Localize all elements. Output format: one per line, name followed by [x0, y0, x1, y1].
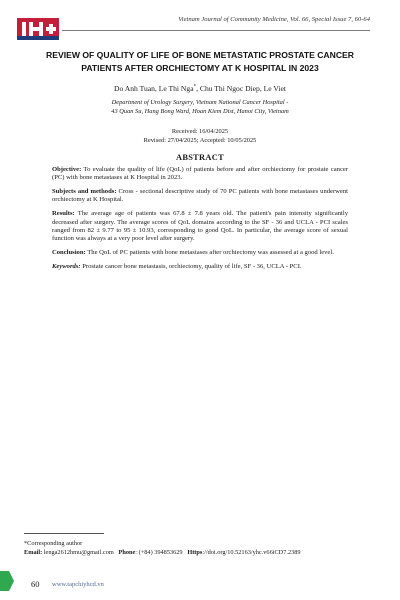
phone-number: : (+84) 394853629 — [135, 548, 183, 556]
contact-line — [24, 549, 301, 558]
header-rule — [62, 30, 370, 31]
page-corner-mark — [0, 571, 14, 591]
article-dates — [30, 128, 370, 145]
abstract-results — [52, 210, 348, 243]
article-title: REVIEW OF QUALITY OF LIFE OF BONE METASTATIC PROSTATE CANCER PATIENTS AFTER ORCHIECTOMY AT K HOSPITAL IN 2023 — [46, 50, 354, 73]
journal-citation: Vietnam Journal of Community Medicine, Vol. 66, Special Issue 7, 60-64 — [178, 16, 370, 23]
footnote-rule — [24, 533, 104, 534]
email-label: Email: — [24, 548, 43, 556]
phone-label: Phone — [118, 548, 136, 556]
journal-cross-logo-icon — [17, 18, 59, 40]
footnote — [24, 540, 301, 557]
revised-accepted-date: Revised: 27/04/2025; Accepted: 10/05/2025 — [143, 136, 257, 144]
authors-part-1: Do Anh Tuan, Le Thi Nga — [113, 84, 194, 93]
doi-link[interactable]: ://doi.org/10.52163/yhc.v66iCD7.2389 — [202, 548, 301, 556]
results-text: The average age of patients was 67.8 ± 7.8 years old. The patient's pain intensity significantly decreased after surgery. The average scores of QoL domains according to the SF - 36 and UCLA - PCI scales ranged from 82 ± 9.77 to 95 ± 10.93, corresponding to good QoL. In particular, the average score of sexual function was always at a very poor level after surgery. — [52, 210, 349, 243]
objective-label: Objective: — [52, 166, 82, 173]
https-label: Https — [187, 548, 203, 556]
author-list — [30, 84, 370, 93]
results-label: Results: — [52, 210, 75, 218]
page-number: 60 — [31, 579, 40, 589]
methods-label: Subjects and methods: — [52, 188, 117, 196]
keywords-label: Keywords: — [52, 263, 81, 271]
abstract-objective — [52, 166, 348, 183]
journal-website[interactable]: www.tapchiyhcd.vn — [52, 581, 104, 588]
corresponding-mark: * — [193, 84, 197, 90]
abstract-body — [52, 166, 348, 277]
authors-part-2: , Chu Thi Ngoc Diep, Le Viet — [196, 84, 287, 93]
received-date: Received: 16/04/2025 — [171, 128, 229, 135]
conclusion-label: Conclusion: — [52, 249, 86, 257]
abstract-keywords — [52, 263, 348, 271]
keywords-text: Prostate cancer bone metastasis, orchiectomy, quality of life, SF - 36, UCLA - PCI. — [82, 263, 302, 271]
email-address[interactable]: lenga2612hmu@gmail.com — [43, 548, 114, 556]
objective-text: To evaluate the quality of life (QoL) of patients before and after orchiectomy for prostate cancer (PC) with bone metastases at K Hospital in 2023. — [52, 166, 349, 182]
affiliation-line-2: 43 Quan Su, Hang Bong Ward, Hoan Kiem Dist, Hanoi City, Vietnam — [111, 107, 289, 115]
corresponding-author-note: *Corresponding author — [24, 540, 83, 547]
abstract-methods — [52, 188, 348, 205]
abstract-conclusion — [52, 249, 348, 257]
affiliation — [60, 99, 340, 116]
conclusion-text: The QoL of PC patients with bone metastases after orchiectomy was assessed at a good level. — [87, 249, 334, 257]
methods-text: Cross - sectional descriptive study of 70 PC patients with bone metastases underwent orchiectomy at K Hospital. — [52, 188, 348, 204]
affiliation-line-1: Department of Urology Surgery, Vietnam National Cancer Hospital - — [111, 99, 289, 106]
abstract-heading: ABSTRACT — [175, 153, 224, 162]
